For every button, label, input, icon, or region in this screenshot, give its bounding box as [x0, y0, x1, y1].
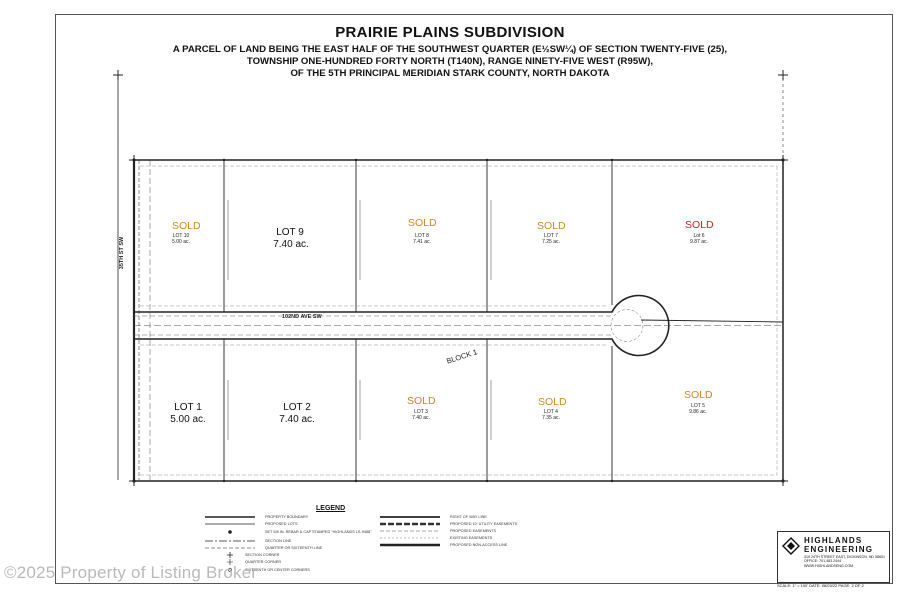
legend-item: PROPOSED NON-ACCESS LINE: [450, 543, 508, 547]
scale-text: SCALE: 1" = 100': [777, 583, 808, 588]
legend-item: SECTION LINE: [265, 539, 292, 543]
legend-item: PROPERTY BOUNDARY: [265, 515, 309, 519]
lot-7-status: SOLD: [537, 220, 566, 232]
lot-5-name: LOT 5: [691, 403, 705, 409]
lot-8-area: 7.41 ac.: [413, 239, 431, 245]
lot-10-name: LOT 10: [172, 233, 190, 239]
date-text: DATE: 06/03/22: [809, 583, 838, 588]
lot-8-name: LOT 8: [415, 233, 429, 239]
lot-2-name: LOT 2: [283, 402, 311, 413]
block-label: BLOCK 1: [445, 347, 479, 366]
legend-item: SET 5/8 IN. REBAR & CAP STAMPED "HIGHLANDS LS-9488": [265, 530, 372, 534]
legend-item: QUARTER OR SIXTEENTH LINE: [265, 546, 323, 550]
legend-item: SIXTEENTH OR CENTER CORNERS: [245, 568, 310, 572]
lot-7-name: LOT 7: [544, 233, 558, 239]
lot-1-area: 5.00 ac.: [170, 414, 206, 425]
lot-2-area: 7.40 ac.: [279, 414, 315, 425]
road-label-102nd: 102ND AVE SW: [282, 314, 322, 320]
lot-4-name: LOT 4: [544, 409, 558, 415]
description-line-2: TOWNSHIP ONE-HUNDRED FORTY NORTH (T140N), RANGE NINETY-FIVE WEST (R95W),: [246, 56, 654, 67]
legend-item: PROPOSED LOTS: [265, 522, 298, 526]
description-line-3: OF THE 5TH PRINCIPAL MERIDIAN STARK COUNTY, NORTH DAKOTA: [290, 68, 610, 79]
lot-9-area: 7.40 ac.: [273, 239, 309, 250]
legend-item: SECTION CORNER: [245, 553, 280, 557]
legend-title: LEGEND: [316, 505, 346, 512]
company-website: WWW.HIGHLANDSENG.COM: [804, 563, 854, 568]
legend-item: PROPOSED EASEMENTS: [450, 529, 496, 533]
company-name: [804, 536, 873, 554]
company-phone: OFFICE: 701.483.2444: [804, 559, 842, 564]
company-contact: [804, 555, 889, 568]
company-address: 319 24TH STREET EAST, DICKINSON, ND 58601: [804, 555, 886, 559]
lot-10-status: SOLD: [172, 220, 201, 232]
lot-6-name: Lot 6: [693, 233, 705, 239]
lot-6-area: 9.87 ac.: [690, 239, 708, 245]
company-name-line-2: ENGINEERING: [804, 545, 874, 554]
description-line-1: A PARCEL OF LAND BEING THE EAST HALF OF THE SOUTHWEST QUARTER (E½SW¼) OF SECTION TWENTY-FIVE (25),: [172, 44, 728, 55]
lot-4-status: SOLD: [538, 396, 567, 408]
sheet-number: PAGE: 2 OF 2: [838, 583, 864, 588]
legend-item: EXISTING EASEMENTS: [450, 536, 493, 540]
lot-3-name: LOT 3: [414, 409, 428, 415]
watermark: ©2025 Property of Listing Broker: [4, 563, 258, 582]
legend-item: QUARTER CORNER: [245, 560, 282, 564]
lot-9-name: LOT 9: [276, 227, 304, 238]
legend-item: PROPOSED 10' UTILITY EASEMENTS: [450, 522, 518, 526]
road-label-35th: 35TH ST SW: [119, 236, 126, 270]
lot-4-area: 7.35 ac.: [542, 415, 560, 421]
company-title-block: [777, 531, 890, 583]
lot-5-status: SOLD: [684, 389, 713, 401]
lot-3-area: 7.40 ac.: [412, 415, 430, 421]
plat-title: PRAIRIE PLAINS SUBDIVISION: [335, 24, 565, 41]
lot-10-area: 5.00 ac.: [172, 239, 190, 245]
scale-date-row: [777, 583, 864, 588]
company-logo-icon: [782, 537, 800, 555]
lot-5-area: 9.86 ac.: [689, 409, 707, 415]
company-name-line-1: HIGHLANDS: [804, 536, 863, 545]
lot-8-status: SOLD: [408, 217, 437, 229]
lot-6-status: SOLD: [685, 219, 714, 231]
lot-3-status: SOLD: [407, 395, 436, 407]
legend-item: RIGHT OF WAY LINE: [450, 515, 487, 519]
lot-1-name: LOT 1: [174, 402, 202, 413]
lot-line: [641, 320, 783, 322]
lot-7-area: 7.25 ac.: [542, 239, 560, 245]
